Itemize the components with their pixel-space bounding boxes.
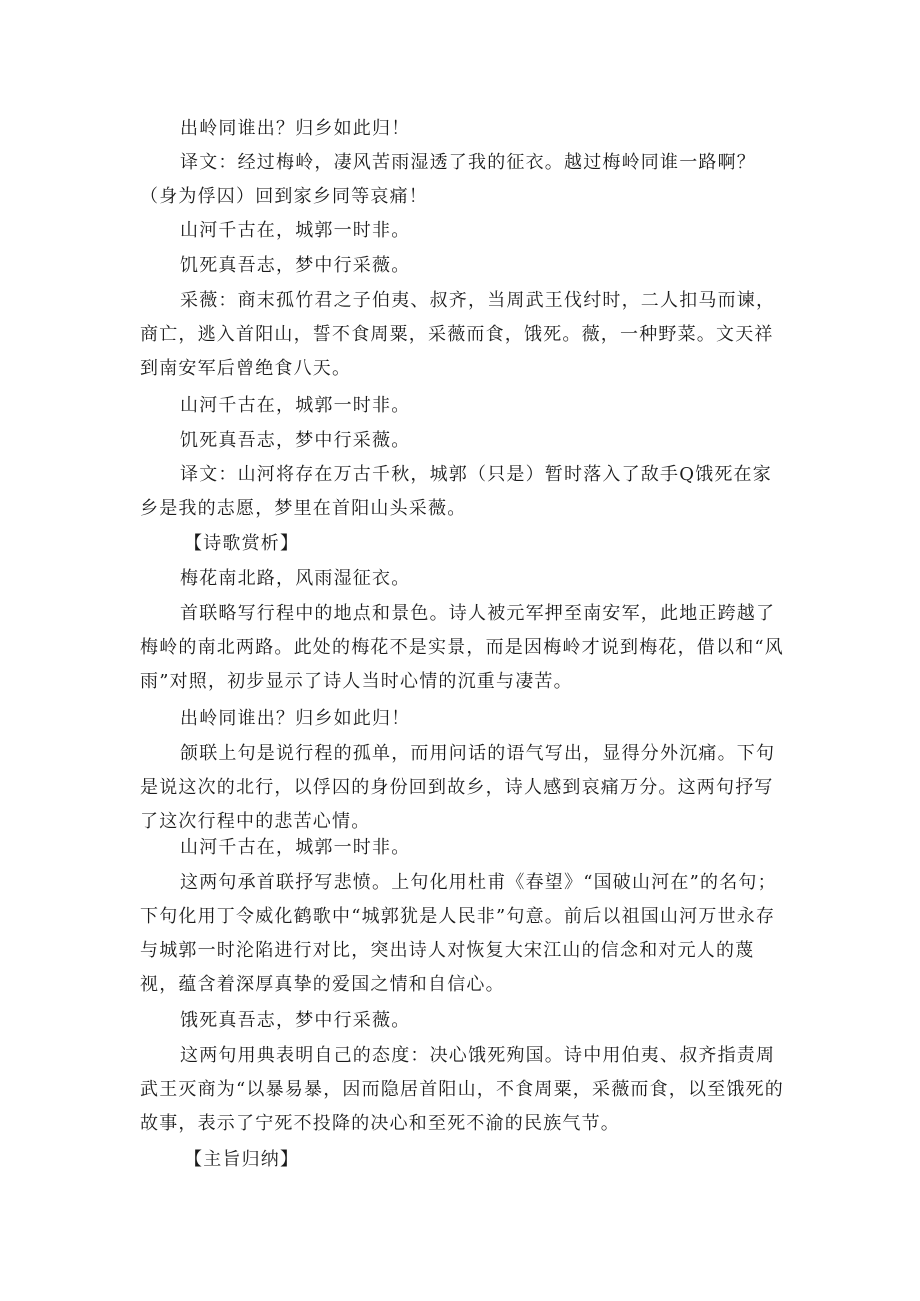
poem-line-9: 饿死真吾志，梦中行采薇。: [180, 1010, 411, 1031]
analysis-paragraph-1: 首联略写行程中的地点和景色。诗人被元军押至南安军，此地正跨越了梅岭的南北两路。此处的梅花不是实景，而是因梅岭才说到梅花，借以和“风雨”对照，初步显示了诗人当时心情的沉重与凄苦。: [140, 603, 784, 692]
poem-line-2: 山河千古在，城郭一时非。: [180, 220, 411, 241]
section-heading-appreciation: 【诗歌赏析】: [184, 533, 300, 554]
section-heading-theme: 【主旨归纳】: [184, 1149, 300, 1170]
poem-line-8: 山河千古在，城郭一时非。: [180, 837, 411, 858]
translation-paragraph-1: 译文：经过梅岭，凄风苦雨湿透了我的征衣。越过梅岭同谁一路啊？（身为俘囚）回到家乡同等哀痛！: [140, 152, 756, 207]
poem-line-4: 山河千古在，城郭一时非。: [180, 395, 411, 416]
poem-line-6: 梅花南北路，风雨湿征衣。: [180, 568, 411, 589]
translation-paragraph-2: 译文：山河将存在万古千秋，城郭（只是）暂时落入了敌手Q饿死在家乡是我的志愿，梦里在首阳山头采薇。: [140, 464, 772, 519]
poem-line-1: 出岭同谁出？归乡如此归！: [180, 118, 411, 139]
poem-line-5: 饥死真吾志，梦中行采薇。: [180, 430, 411, 451]
analysis-paragraph-3: 这两句承首联抒写悲愤。上句化用杜甫《春望》“国破山河在”的名句；下句化用丁令威化鹤歌中“城郭犹是人民非”句意。前后以祖国山河万世永存与城郭一时沦陷进行对比，突出诗人对恢复大宋江山的信念和对元人的蔑视，蕴含着深厚真挚的爱国之情和自信心。: [140, 872, 777, 995]
poem-line-7: 出岭同谁出？归乡如此归！: [180, 708, 411, 729]
annotation-paragraph: 采薇：商末孤竹君之子伯夷、叔齐，当周武王伐纣时，二人扣马而谏，商亡，逃入首阳山，誓不食周粟，采薇而食，饿死。薇，一种野菜。文天祥到南安军后曾绝食八天。: [140, 290, 776, 379]
analysis-paragraph-2: 颌联上句是说行程的孤单，而用问话的语气写出，显得分外沉痛。下句是说这次的北行，以俘囚的身份回到故乡，诗人感到哀痛万分。这两句抒写了这次行程中的悲苦心情。: [140, 743, 776, 832]
analysis-paragraph-4: 这两句用典表明自己的态度：决心饿死殉国。诗中用伯夷、叔齐指责周武王灭商为“以暴易暴，因而隐居首阳山，不食周粟，采薇而食，以至饿死的故事，表示了宁死不投降的决心和至死不渝的民族气节。: [140, 1045, 784, 1134]
poem-line-3: 饥死真吾志，梦中行采薇。: [180, 255, 411, 276]
